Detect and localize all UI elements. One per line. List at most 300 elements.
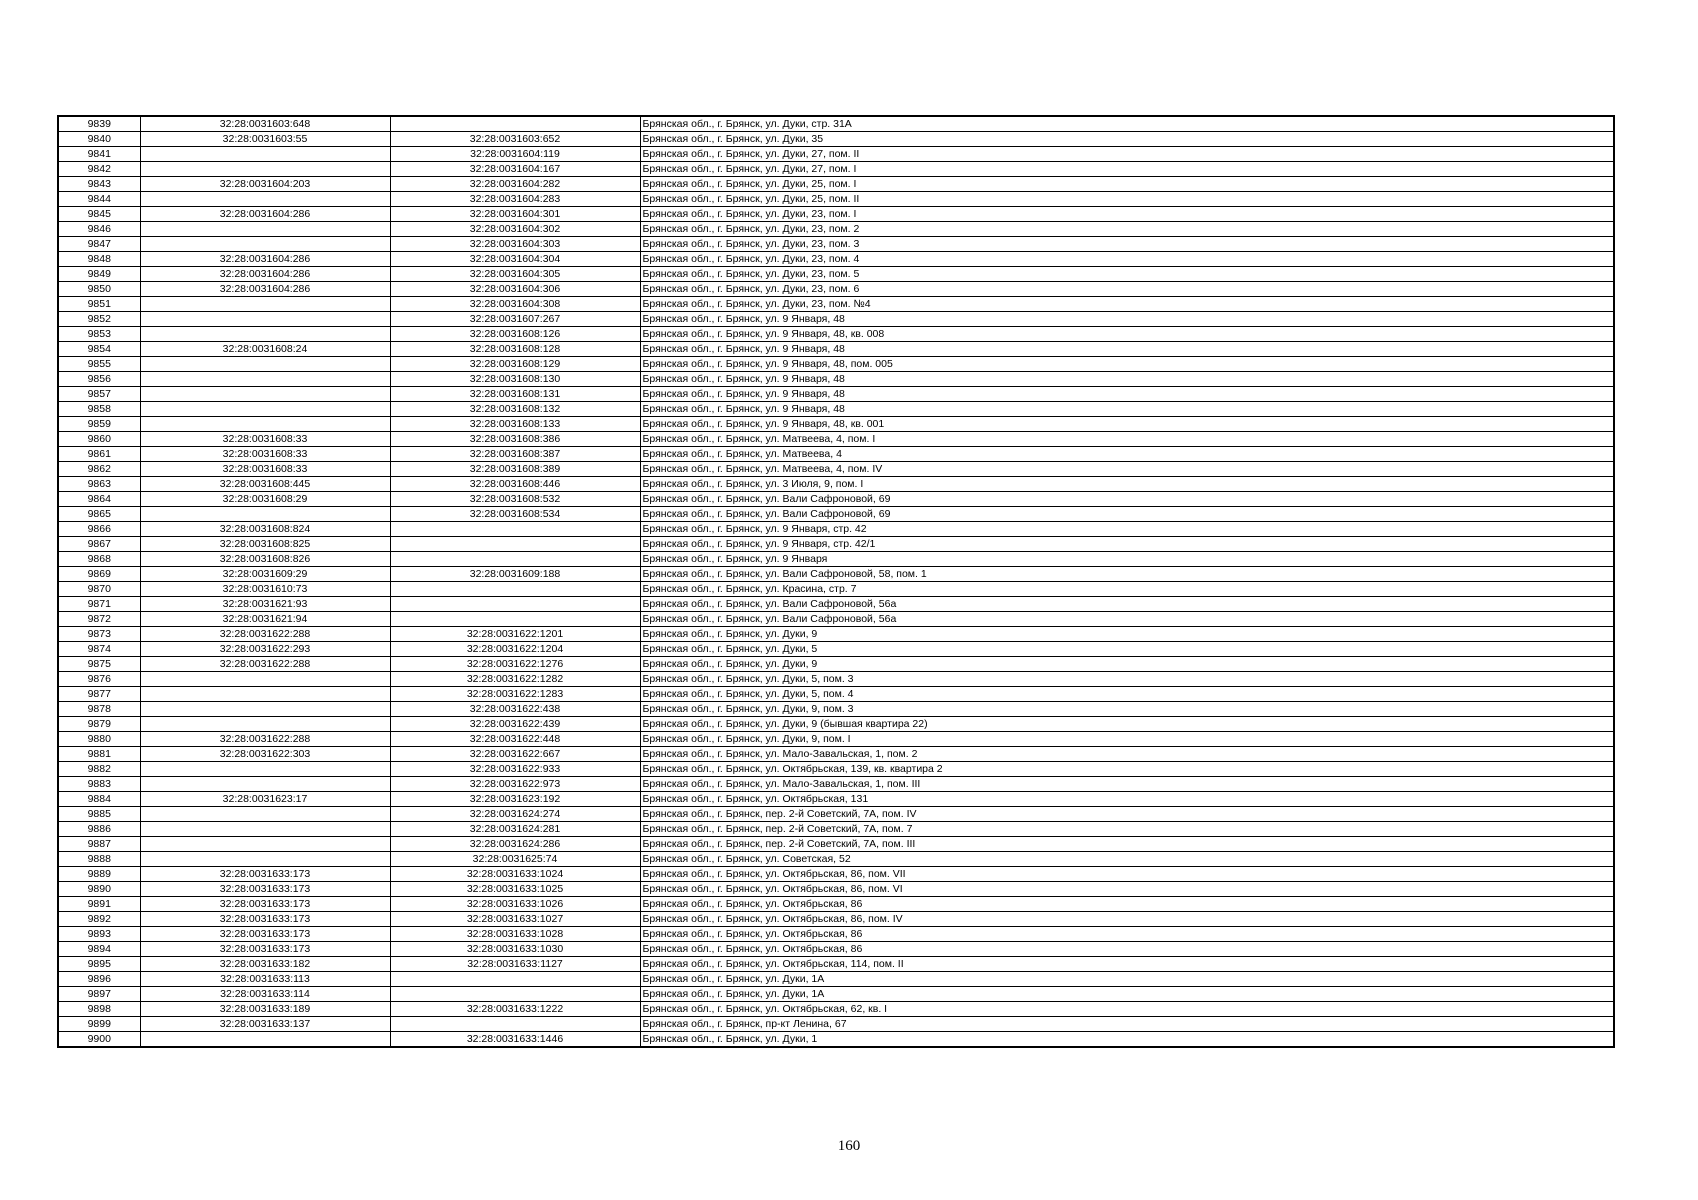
table-row [58,432,1614,447]
address-cell: Брянская обл., г. Брянск, ул. 3 Июля, 9, пом. I [640,477,1614,492]
table-row [58,822,1614,837]
object-cadastral-number-cell: 32:28:0031608:128 [390,342,640,357]
object-cadastral-number-cell: 32:28:0031622:1283 [390,687,640,702]
object-cadastral-number-cell: 32:28:0031622:448 [390,732,640,747]
parcel-cadastral-number-cell: 32:28:0031608:826 [140,552,390,567]
address-cell: Брянская обл., г. Брянск, ул. Вали Сафроновой, 56а [640,597,1614,612]
parcel-cadastral-number-cell [140,822,390,837]
table-row [58,747,1614,762]
row-number-cell: 9871 [58,597,140,612]
row-number-cell: 9872 [58,612,140,627]
table-row [58,762,1614,777]
parcel-cadastral-number-cell: 32:28:0031604:286 [140,267,390,282]
parcel-cadastral-number-cell: 32:28:0031633:137 [140,1017,390,1032]
table-row [58,162,1614,177]
object-cadastral-number-cell: 32:28:0031604:303 [390,237,640,252]
parcel-cadastral-number-cell [140,777,390,792]
address-cell: Брянская обл., г. Брянск, ул. Дуки, 5, пом. 3 [640,672,1614,687]
address-cell: Брянская обл., г. Брянск, ул. Октябрьская, 131 [640,792,1614,807]
row-number-cell: 9884 [58,792,140,807]
table-row [58,837,1614,852]
table-row [58,612,1614,627]
address-cell: Брянская обл., г. Брянск, ул. Октябрьская, 86 [640,942,1614,957]
address-cell: Брянская обл., г. Брянск, ул. Дуки, 27, пом. II [640,147,1614,162]
row-number-cell: 9846 [58,222,140,237]
row-number-cell: 9889 [58,867,140,882]
address-cell: Брянская обл., г. Брянск, ул. 9 Января, стр. 42 [640,522,1614,537]
row-number-cell: 9847 [58,237,140,252]
table-row [58,207,1614,222]
parcel-cadastral-number-cell: 32:28:0031608:824 [140,522,390,537]
table-row [58,927,1614,942]
parcel-cadastral-number-cell [140,222,390,237]
row-number-cell: 9869 [58,567,140,582]
parcel-cadastral-number-cell [140,852,390,867]
object-cadastral-number-cell: 32:28:0031604:304 [390,252,640,267]
parcel-cadastral-number-cell: 32:28:0031633:173 [140,927,390,942]
address-cell: Брянская обл., г. Брянск, ул. Дуки, 23, пом. 3 [640,237,1614,252]
row-number-cell: 9899 [58,1017,140,1032]
row-number-cell: 9898 [58,1002,140,1017]
table-row [58,987,1614,1002]
row-number-cell: 9890 [58,882,140,897]
row-number-cell: 9857 [58,387,140,402]
parcel-cadastral-number-cell: 32:28:0031633:113 [140,972,390,987]
parcel-cadastral-number-cell: 32:28:0031608:33 [140,462,390,477]
object-cadastral-number-cell: 32:28:0031622:667 [390,747,640,762]
row-number-cell: 9868 [58,552,140,567]
table-row [58,132,1614,147]
parcel-cadastral-number-cell: 32:28:0031633:173 [140,912,390,927]
object-cadastral-number-cell: 32:28:0031608:534 [390,507,640,522]
table-row [58,402,1614,417]
table-row [58,942,1614,957]
address-cell: Брянская обл., г. Брянск, ул. 9 Января, 48 [640,402,1614,417]
table-row [58,627,1614,642]
table-row [58,222,1614,237]
object-cadastral-number-cell: 32:28:0031604:305 [390,267,640,282]
object-cadastral-number-cell: 32:28:0031608:387 [390,447,640,462]
parcel-cadastral-number-cell: 32:28:0031608:33 [140,432,390,447]
row-number-cell: 9863 [58,477,140,492]
table-row [58,672,1614,687]
table-row [58,357,1614,372]
table-row [58,972,1614,987]
address-cell: Брянская обл., г. Брянск, ул. Дуки, 9 (бывшая квартира 22) [640,717,1614,732]
object-cadastral-number-cell: 32:28:0031622:439 [390,717,640,732]
parcel-cadastral-number-cell [140,402,390,417]
object-cadastral-number-cell [390,597,640,612]
parcel-cadastral-number-cell: 32:28:0031604:286 [140,207,390,222]
parcel-cadastral-number-cell: 32:28:0031610:73 [140,582,390,597]
registry-table [57,115,1615,1048]
object-cadastral-number-cell: 32:28:0031609:188 [390,567,640,582]
table-row [58,116,1614,132]
object-cadastral-number-cell: 32:28:0031624:281 [390,822,640,837]
address-cell: Брянская обл., г. Брянск, ул. Дуки, 23, пом. 2 [640,222,1614,237]
parcel-cadastral-number-cell [140,687,390,702]
row-number-cell: 9879 [58,717,140,732]
object-cadastral-number-cell: 32:28:0031604:301 [390,207,640,222]
row-number-cell: 9878 [58,702,140,717]
row-number-cell: 9850 [58,282,140,297]
parcel-cadastral-number-cell [140,702,390,717]
parcel-cadastral-number-cell: 32:28:0031633:182 [140,957,390,972]
row-number-cell: 9860 [58,432,140,447]
address-cell: Брянская обл., г. Брянск, ул. 9 Января, 48, кв. 008 [640,327,1614,342]
address-cell: Брянская обл., г. Брянск, ул. Октябрьская, 86 [640,927,1614,942]
address-cell: Брянская обл., г. Брянск, ул. Дуки, 9, пом. 3 [640,702,1614,717]
parcel-cadastral-number-cell: 32:28:0031603:648 [140,116,390,132]
parcel-cadastral-number-cell: 32:28:0031622:288 [140,627,390,642]
table-row [58,597,1614,612]
row-number-cell: 9856 [58,372,140,387]
parcel-cadastral-number-cell: 32:28:0031633:173 [140,882,390,897]
address-cell: Брянская обл., г. Брянск, ул. Дуки, 5, пом. 4 [640,687,1614,702]
row-number-cell: 9858 [58,402,140,417]
address-cell: Брянская обл., г. Брянск, ул. Дуки, стр. 31А [640,116,1614,132]
row-number-cell: 9881 [58,747,140,762]
row-number-cell: 9895 [58,957,140,972]
parcel-cadastral-number-cell [140,327,390,342]
address-cell: Брянская обл., г. Брянск, ул. Дуки, 27, пом. I [640,162,1614,177]
parcel-cadastral-number-cell: 32:28:0031621:93 [140,597,390,612]
object-cadastral-number-cell: 32:28:0031603:652 [390,132,640,147]
row-number-cell: 9875 [58,657,140,672]
address-cell: Брянская обл., г. Брянск, ул. Дуки, 1А [640,987,1614,1002]
address-cell: Брянская обл., г. Брянск, ул. 9 Января, 48 [640,312,1614,327]
table-row [58,237,1614,252]
object-cadastral-number-cell: 32:28:0031604:167 [390,162,640,177]
address-cell: Брянская обл., г. Брянск, ул. Вали Сафроновой, 56а [640,612,1614,627]
object-cadastral-number-cell: 32:28:0031604:119 [390,147,640,162]
table-row [58,657,1614,672]
address-cell: Брянская обл., г. Брянск, ул. 9 Января, 48 [640,342,1614,357]
parcel-cadastral-number-cell: 32:28:0031633:189 [140,1002,390,1017]
row-number-cell: 9849 [58,267,140,282]
object-cadastral-number-cell [390,972,640,987]
object-cadastral-number-cell: 32:28:0031604:308 [390,297,640,312]
row-number-cell: 9883 [58,777,140,792]
table-row [58,477,1614,492]
address-cell: Брянская обл., г. Брянск, ул. Мало-Завальская, 1, пом. III [640,777,1614,792]
table-row [58,297,1614,312]
address-cell: Брянская обл., г. Брянск, ул. Октябрьская, 86 [640,897,1614,912]
row-number-cell: 9864 [58,492,140,507]
parcel-cadastral-number-cell [140,192,390,207]
row-number-cell: 9859 [58,417,140,432]
object-cadastral-number-cell: 32:28:0031608:532 [390,492,640,507]
table-row [58,1002,1614,1017]
address-cell: Брянская обл., г. Брянск, ул. Октябрьская, 86, пом. IV [640,912,1614,927]
registry-table-body [58,116,1614,1047]
address-cell: Брянская обл., г. Брянск, ул. Дуки, 25, пом. II [640,192,1614,207]
table-row [58,462,1614,477]
table-row [58,552,1614,567]
row-number-cell: 9841 [58,147,140,162]
row-number-cell: 9862 [58,462,140,477]
row-number-cell: 9874 [58,642,140,657]
address-cell: Брянская обл., г. Брянск, пер. 2-й Советский, 7А, пом. 7 [640,822,1614,837]
row-number-cell: 9840 [58,132,140,147]
parcel-cadastral-number-cell [140,417,390,432]
address-cell: Брянская обл., г. Брянск, ул. 9 Января, 48, кв. 001 [640,417,1614,432]
table-row [58,267,1614,282]
row-number-cell: 9888 [58,852,140,867]
parcel-cadastral-number-cell: 32:28:0031622:288 [140,732,390,747]
object-cadastral-number-cell: 32:28:0031633:1026 [390,897,640,912]
address-cell: Брянская обл., г. Брянск, ул. Вали Сафроновой, 58, пом. 1 [640,567,1614,582]
address-cell: Брянская обл., г. Брянск, ул. Красина, стр. 7 [640,582,1614,597]
parcel-cadastral-number-cell [140,147,390,162]
row-number-cell: 9854 [58,342,140,357]
table-row [58,342,1614,357]
row-number-cell: 9882 [58,762,140,777]
parcel-cadastral-number-cell: 32:28:0031604:286 [140,282,390,297]
address-cell: Брянская обл., г. Брянск, ул. 9 Января, 48 [640,387,1614,402]
parcel-cadastral-number-cell: 32:28:0031609:29 [140,567,390,582]
object-cadastral-number-cell: 32:28:0031622:933 [390,762,640,777]
address-cell: Брянская обл., г. Брянск, ул. Мало-Завальская, 1, пом. 2 [640,747,1614,762]
table-row [58,537,1614,552]
row-number-cell: 9887 [58,837,140,852]
row-number-cell: 9855 [58,357,140,372]
object-cadastral-number-cell: 32:28:0031608:386 [390,432,640,447]
table-row [58,282,1614,297]
table-row [58,687,1614,702]
table-row [58,792,1614,807]
address-cell: Брянская обл., г. Брянск, ул. Дуки, 23, пом. 4 [640,252,1614,267]
table-row [58,327,1614,342]
row-number-cell: 9853 [58,327,140,342]
address-cell: Брянская обл., г. Брянск, ул. 9 Января, 48 [640,372,1614,387]
address-cell: Брянская обл., г. Брянск, ул. Дуки, 9 [640,627,1614,642]
object-cadastral-number-cell: 32:28:0031622:1276 [390,657,640,672]
parcel-cadastral-number-cell: 32:28:0031622:288 [140,657,390,672]
table-row [58,582,1614,597]
object-cadastral-number-cell: 32:28:0031604:283 [390,192,640,207]
table-row [58,372,1614,387]
parcel-cadastral-number-cell [140,162,390,177]
parcel-cadastral-number-cell [140,387,390,402]
table-row [58,717,1614,732]
parcel-cadastral-number-cell [140,507,390,522]
table-row [58,567,1614,582]
address-cell: Брянская обл., г. Брянск, ул. Дуки, 23, пом. 5 [640,267,1614,282]
object-cadastral-number-cell: 32:28:0031608:133 [390,417,640,432]
parcel-cadastral-number-cell [140,762,390,777]
table-row [58,732,1614,747]
table-row [58,522,1614,537]
address-cell: Брянская обл., г. Брянск, ул. Дуки, 5 [640,642,1614,657]
address-cell: Брянская обл., г. Брянск, ул. Дуки, 1 [640,1032,1614,1048]
object-cadastral-number-cell [390,537,640,552]
row-number-cell: 9867 [58,537,140,552]
table-row [58,702,1614,717]
address-cell: Брянская обл., г. Брянск, пр-кт Ленина, 67 [640,1017,1614,1032]
object-cadastral-number-cell: 32:28:0031624:274 [390,807,640,822]
parcel-cadastral-number-cell: 32:28:0031608:825 [140,537,390,552]
object-cadastral-number-cell: 32:28:0031633:1027 [390,912,640,927]
table-row [58,1032,1614,1048]
object-cadastral-number-cell [390,1017,640,1032]
object-cadastral-number-cell: 32:28:0031608:446 [390,477,640,492]
parcel-cadastral-number-cell: 32:28:0031603:55 [140,132,390,147]
row-number-cell: 9839 [58,116,140,132]
table-row [58,417,1614,432]
object-cadastral-number-cell: 32:28:0031608:389 [390,462,640,477]
table-row [58,897,1614,912]
parcel-cadastral-number-cell: 32:28:0031623:17 [140,792,390,807]
row-number-cell: 9880 [58,732,140,747]
row-number-cell: 9851 [58,297,140,312]
object-cadastral-number-cell: 32:28:0031607:267 [390,312,640,327]
object-cadastral-number-cell: 32:28:0031633:1028 [390,927,640,942]
parcel-cadastral-number-cell: 32:28:0031604:286 [140,252,390,267]
parcel-cadastral-number-cell: 32:28:0031633:173 [140,942,390,957]
row-number-cell: 9893 [58,927,140,942]
address-cell: Брянская обл., г. Брянск, ул. Матвеева, 4, пом. IV [640,462,1614,477]
table-row [58,777,1614,792]
address-cell: Брянская обл., г. Брянск, ул. Вали Сафроновой, 69 [640,507,1614,522]
object-cadastral-number-cell: 32:28:0031608:131 [390,387,640,402]
parcel-cadastral-number-cell [140,1032,390,1048]
address-cell: Брянская обл., г. Брянск, ул. Дуки, 25, пом. I [640,177,1614,192]
address-cell: Брянская обл., г. Брянск, пер. 2-й Советский, 7А, пом. III [640,837,1614,852]
table-row [58,252,1614,267]
object-cadastral-number-cell: 32:28:0031622:1282 [390,672,640,687]
row-number-cell: 9876 [58,672,140,687]
object-cadastral-number-cell [390,612,640,627]
object-cadastral-number-cell: 32:28:0031622:438 [390,702,640,717]
address-cell: Брянская обл., г. Брянск, ул. Вали Сафроновой, 69 [640,492,1614,507]
row-number-cell: 9848 [58,252,140,267]
parcel-cadastral-number-cell: 32:28:0031622:293 [140,642,390,657]
row-number-cell: 9870 [58,582,140,597]
parcel-cadastral-number-cell [140,807,390,822]
object-cadastral-number-cell: 32:28:0031622:1204 [390,642,640,657]
address-cell: Брянская обл., г. Брянск, ул. Дуки, 1А [640,972,1614,987]
address-cell: Брянская обл., г. Брянск, пер. 2-й Советский, 7А, пом. IV [640,807,1614,822]
address-cell: Брянская обл., г. Брянск, ул. 9 Января, 48, пом. 005 [640,357,1614,372]
row-number-cell: 9843 [58,177,140,192]
object-cadastral-number-cell [390,987,640,1002]
address-cell: Брянская обл., г. Брянск, ул. Дуки, 9 [640,657,1614,672]
row-number-cell: 9891 [58,897,140,912]
parcel-cadastral-number-cell: 32:28:0031622:303 [140,747,390,762]
object-cadastral-number-cell: 32:28:0031633:1024 [390,867,640,882]
row-number-cell: 9877 [58,687,140,702]
object-cadastral-number-cell: 32:28:0031624:286 [390,837,640,852]
object-cadastral-number-cell: 32:28:0031633:1030 [390,942,640,957]
object-cadastral-number-cell: 32:28:0031633:1025 [390,882,640,897]
parcel-cadastral-number-cell: 32:28:0031633:173 [140,897,390,912]
table-row [58,447,1614,462]
row-number-cell: 9844 [58,192,140,207]
address-cell: Брянская обл., г. Брянск, ул. Дуки, 23, пом. 6 [640,282,1614,297]
address-cell: Брянская обл., г. Брянск, ул. 9 Января [640,552,1614,567]
row-number-cell: 9897 [58,987,140,1002]
row-number-cell: 9885 [58,807,140,822]
address-cell: Брянская обл., г. Брянск, ул. 9 Января, стр. 42/1 [640,537,1614,552]
address-cell: Брянская обл., г. Брянск, ул. Октябрьская, 139, кв. квартира 2 [640,762,1614,777]
row-number-cell: 9900 [58,1032,140,1048]
object-cadastral-number-cell: 32:28:0031604:302 [390,222,640,237]
parcel-cadastral-number-cell: 32:28:0031608:445 [140,477,390,492]
address-cell: Брянская обл., г. Брянск, ул. Октябрьская, 86, пом. VII [640,867,1614,882]
object-cadastral-number-cell: 32:28:0031608:129 [390,357,640,372]
table-row [58,1017,1614,1032]
table-row [58,192,1614,207]
table-row [58,912,1614,927]
table-row [58,312,1614,327]
parcel-cadastral-number-cell: 32:28:0031608:24 [140,342,390,357]
table-row [58,177,1614,192]
address-cell: Брянская обл., г. Брянск, ул. Октябрьская, 114, пом. II [640,957,1614,972]
object-cadastral-number-cell [390,552,640,567]
object-cadastral-number-cell: 32:28:0031622:1201 [390,627,640,642]
parcel-cadastral-number-cell [140,312,390,327]
row-number-cell: 9866 [58,522,140,537]
object-cadastral-number-cell [390,116,640,132]
object-cadastral-number-cell: 32:28:0031608:130 [390,372,640,387]
row-number-cell: 9894 [58,942,140,957]
table-row [58,807,1614,822]
parcel-cadastral-number-cell [140,837,390,852]
row-number-cell: 9892 [58,912,140,927]
row-number-cell: 9873 [58,627,140,642]
table-row [58,147,1614,162]
object-cadastral-number-cell: 32:28:0031608:126 [390,327,640,342]
page-number: 160 [837,1138,861,1154]
row-number-cell: 9861 [58,447,140,462]
object-cadastral-number-cell: 32:28:0031604:282 [390,177,640,192]
row-number-cell: 9896 [58,972,140,987]
row-number-cell: 9865 [58,507,140,522]
parcel-cadastral-number-cell [140,357,390,372]
row-number-cell: 9886 [58,822,140,837]
parcel-cadastral-number-cell [140,717,390,732]
address-cell: Брянская обл., г. Брянск, ул. Октябрьская, 62, кв. I [640,1002,1614,1017]
address-cell: Брянская обл., г. Брянск, ул. Дуки, 23, пом. I [640,207,1614,222]
object-cadastral-number-cell: 32:28:0031604:306 [390,282,640,297]
address-cell: Брянская обл., г. Брянск, ул. Дуки, 35 [640,132,1614,147]
object-cadastral-number-cell [390,582,640,597]
parcel-cadastral-number-cell [140,372,390,387]
object-cadastral-number-cell: 32:28:0031622:973 [390,777,640,792]
address-cell: Брянская обл., г. Брянск, ул. Дуки, 9, пом. I [640,732,1614,747]
table-row [58,387,1614,402]
parcel-cadastral-number-cell [140,297,390,312]
row-number-cell: 9842 [58,162,140,177]
row-number-cell: 9852 [58,312,140,327]
object-cadastral-number-cell: 32:28:0031633:1446 [390,1032,640,1048]
table-row [58,957,1614,972]
address-cell: Брянская обл., г. Брянск, ул. Советская, 52 [640,852,1614,867]
parcel-cadastral-number-cell: 32:28:0031633:173 [140,867,390,882]
parcel-cadastral-number-cell: 32:28:0031608:33 [140,447,390,462]
object-cadastral-number-cell [390,522,640,537]
address-cell: Брянская обл., г. Брянск, ул. Матвеева, 4 [640,447,1614,462]
table-row [58,507,1614,522]
table-row [58,492,1614,507]
object-cadastral-number-cell: 32:28:0031625:74 [390,852,640,867]
row-number-cell: 9845 [58,207,140,222]
parcel-cadastral-number-cell [140,237,390,252]
address-cell: Брянская обл., г. Брянск, ул. Матвеева, 4, пом. I [640,432,1614,447]
address-cell: Брянская обл., г. Брянск, ул. Октябрьская, 86, пом. VI [640,882,1614,897]
table-row [58,852,1614,867]
